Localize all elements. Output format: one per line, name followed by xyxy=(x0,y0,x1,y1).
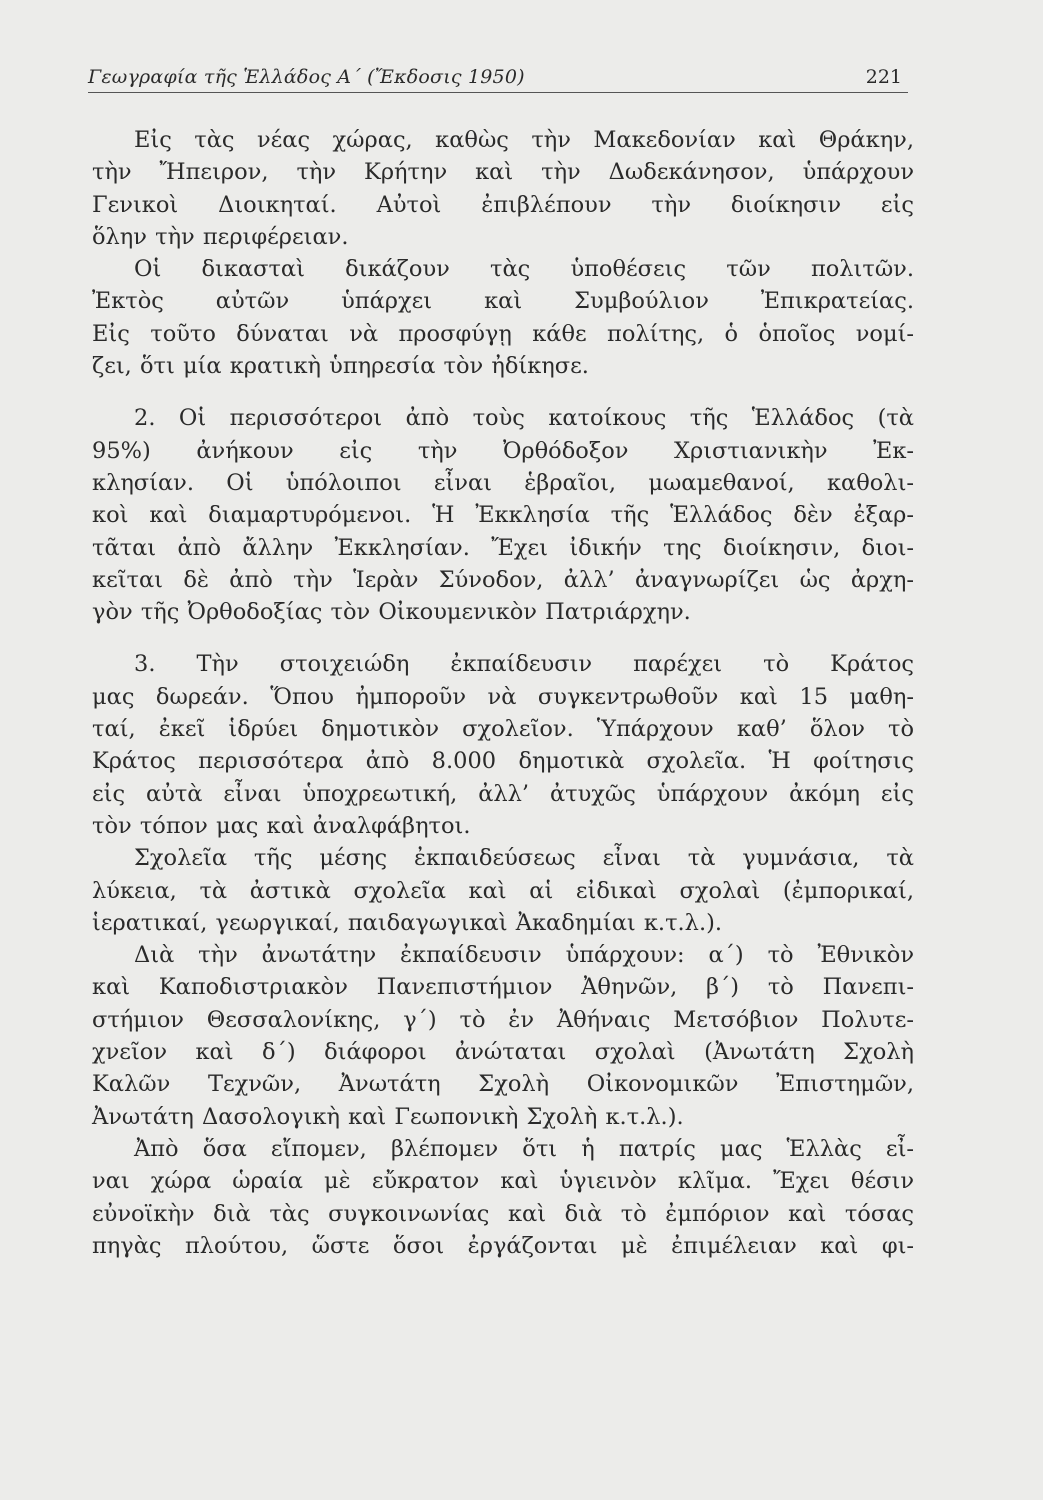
text-line: χνεῖον καὶ δ΄) διάφοροι ἀνώταται σχολαὶ (Ἀνωτάτη Σχολὴ xyxy=(92,1039,914,1066)
text-line: λύκεια, τὰ ἀστικὰ σχολεῖα καὶ αἱ εἰδικαὶ σχολαὶ (ἐμπορικαί, xyxy=(92,877,914,904)
text-line: Διὰ τὴν ἀνωτάτην ἐκπαίδευσιν ὑπάρχουν: α΄) τὸ Ἐθνικὸν xyxy=(134,942,914,969)
text-line: ναι χώρα ὡραία μὲ εὔκρατον καὶ ὑγιεινὸν κλῖμα. Ἔχει θέσιν xyxy=(92,1168,914,1195)
text-line: Ἀπὸ ὅσα εἴπομεν, βλέπομεν ὅτι ἡ πατρίς μας Ἑλλὰς εἶ- xyxy=(134,1135,914,1162)
running-title: Γεωγραφία τῆς Ἑλλάδος Α΄ (Ἔκδοσις 1950) xyxy=(88,66,525,88)
text-line: Ἀνωτάτη Δασολογικὴ καὶ Γεωπονικὴ Σχολὴ κ.τ.λ.). xyxy=(92,1103,684,1130)
text-line: τὴν Ἤπειρον, τὴν Κρήτην καὶ τὴν Δωδεκάνησον, ὑπάρχουν xyxy=(92,159,914,186)
body-text xyxy=(92,124,914,1262)
text-line: εὐνοϊκὴν διὰ τὰς συγκοινωνίας καὶ διὰ τὸ ἐμπόριον καὶ τόσας xyxy=(92,1200,914,1227)
text-line: ἱερατικαί, γεωργικαί, παιδαγωγικαὶ Ἀκαδημίαι κ.τ.λ.). xyxy=(92,909,723,936)
text-line: τὸν τόπον μας καὶ ἀναλφάβητοι. xyxy=(92,812,471,839)
text-line: 2. Οἱ περισσότεροι ἀπὸ τοὺς κατοίκους τῆς Ἑλλάδος (τὰ xyxy=(134,405,914,432)
page-header xyxy=(88,58,908,93)
text-line: κεῖται δὲ ἀπὸ τὴν Ἱερὰν Σύνοδον, ἀλλ’ ἀναγνωρίζει ὡς ἀρχη- xyxy=(92,566,914,593)
text-line: καὶ Καποδιστριακὸν Πανεπιστήμιον Ἀθηνῶν, β΄) τὸ Πανεπι- xyxy=(92,974,914,1001)
text-line: Κράτος περισσότερα ἀπὸ 8.000 δημοτικὰ σχολεῖα. Ἡ φοίτησις xyxy=(92,748,914,775)
text-line: 3. Τὴν στοιχειώδη ἐκπαίδευσιν παρέχει τὸ Κράτος xyxy=(134,651,914,678)
text-line: Οἱ δικασταὶ δικάζουν τὰς ὑποθέσεις τῶν πολιτῶν. xyxy=(134,256,914,283)
text-line: εἰς αὐτὰ εἶναι ὑποχρεωτική, ἀλλ’ ἀτυχῶς ὑπάρχουν ἀκόμη εἰς xyxy=(92,780,914,807)
text-line: μας δωρεάν. Ὅπου ἠμποροῦν νὰ συγκεντρωθοῦν καὶ 15 μαθη- xyxy=(92,683,914,710)
text-line: Εἰς τοῦτο δύναται νὰ προσφύγῃ κάθε πολίτης, ὁ ὁποῖος νομί- xyxy=(92,320,914,347)
text-line: ὅλην τὴν περιφέρειαν. xyxy=(92,223,349,250)
text-line: Καλῶν Τεχνῶν, Ἀνωτάτη Σχολὴ Οἰκονομικῶν Ἐπιστημῶν, xyxy=(92,1071,914,1098)
text-line: στήμιον Θεσσαλονίκης, γ΄) τὸ ἐν Ἀθήναις Μετσόβιον Πολυτε- xyxy=(92,1006,914,1033)
text-line: Σχολεῖα τῆς μέσης ἐκπαιδεύσεως εἶναι τὰ γυμνάσια, τὰ xyxy=(134,845,914,872)
text-line: γὸν τῆς Ὀρθοδοξίας τὸν Οἰκουμενικὸν Πατριάρχην. xyxy=(92,599,691,626)
text-line: Γενικοὶ Διοικηταί. Αὐτοὶ ἐπιβλέπουν τὴν διοίκησιν εἰς xyxy=(92,191,914,218)
text-line: πηγὰς πλούτου, ὥστε ὅσοι ἐργάζονται μὲ ἐπιμέλειαν καὶ φι- xyxy=(92,1232,914,1259)
text-line: 95%) ἀνήκουν εἰς τὴν Ὀρθόδοξον Χριστιανικὴν Ἐκ- xyxy=(92,437,914,464)
text-line: κοὶ καὶ διαμαρτυρόμενοι. Ἡ Ἐκκλησία τῆς Ἑλλάδος δὲν ἐξαρ- xyxy=(92,502,914,529)
text-line: ταί, ἐκεῖ ἱδρύει δημοτικὸν σχολεῖον. Ὑπάρχουν καθ’ ὅλον τὸ xyxy=(92,716,914,743)
text-line: Ἐκτὸς αὐτῶν ὑπάρχει καὶ Συμβούλιον Ἐπικρατείας. xyxy=(92,288,914,315)
text-line: κλησίαν. Οἱ ὑπόλοιποι εἶναι ἑβραῖοι, μωαμεθανοί, καθολι- xyxy=(92,469,914,496)
text-line: τᾶται ἀπὸ ἄλλην Ἐκκλησίαν. Ἔχει ἰδικήν της διοίκησιν, διοι- xyxy=(92,534,914,561)
text-line: ζει, ὅτι μία κρατικὴ ὑπηρεσία τὸν ἠδίκησε. xyxy=(92,353,589,380)
text-line: Εἰς τὰς νέας χώρας, καθὼς τὴν Μακεδονίαν καὶ Θράκην, xyxy=(134,127,914,153)
page-number: 221 xyxy=(865,66,902,88)
